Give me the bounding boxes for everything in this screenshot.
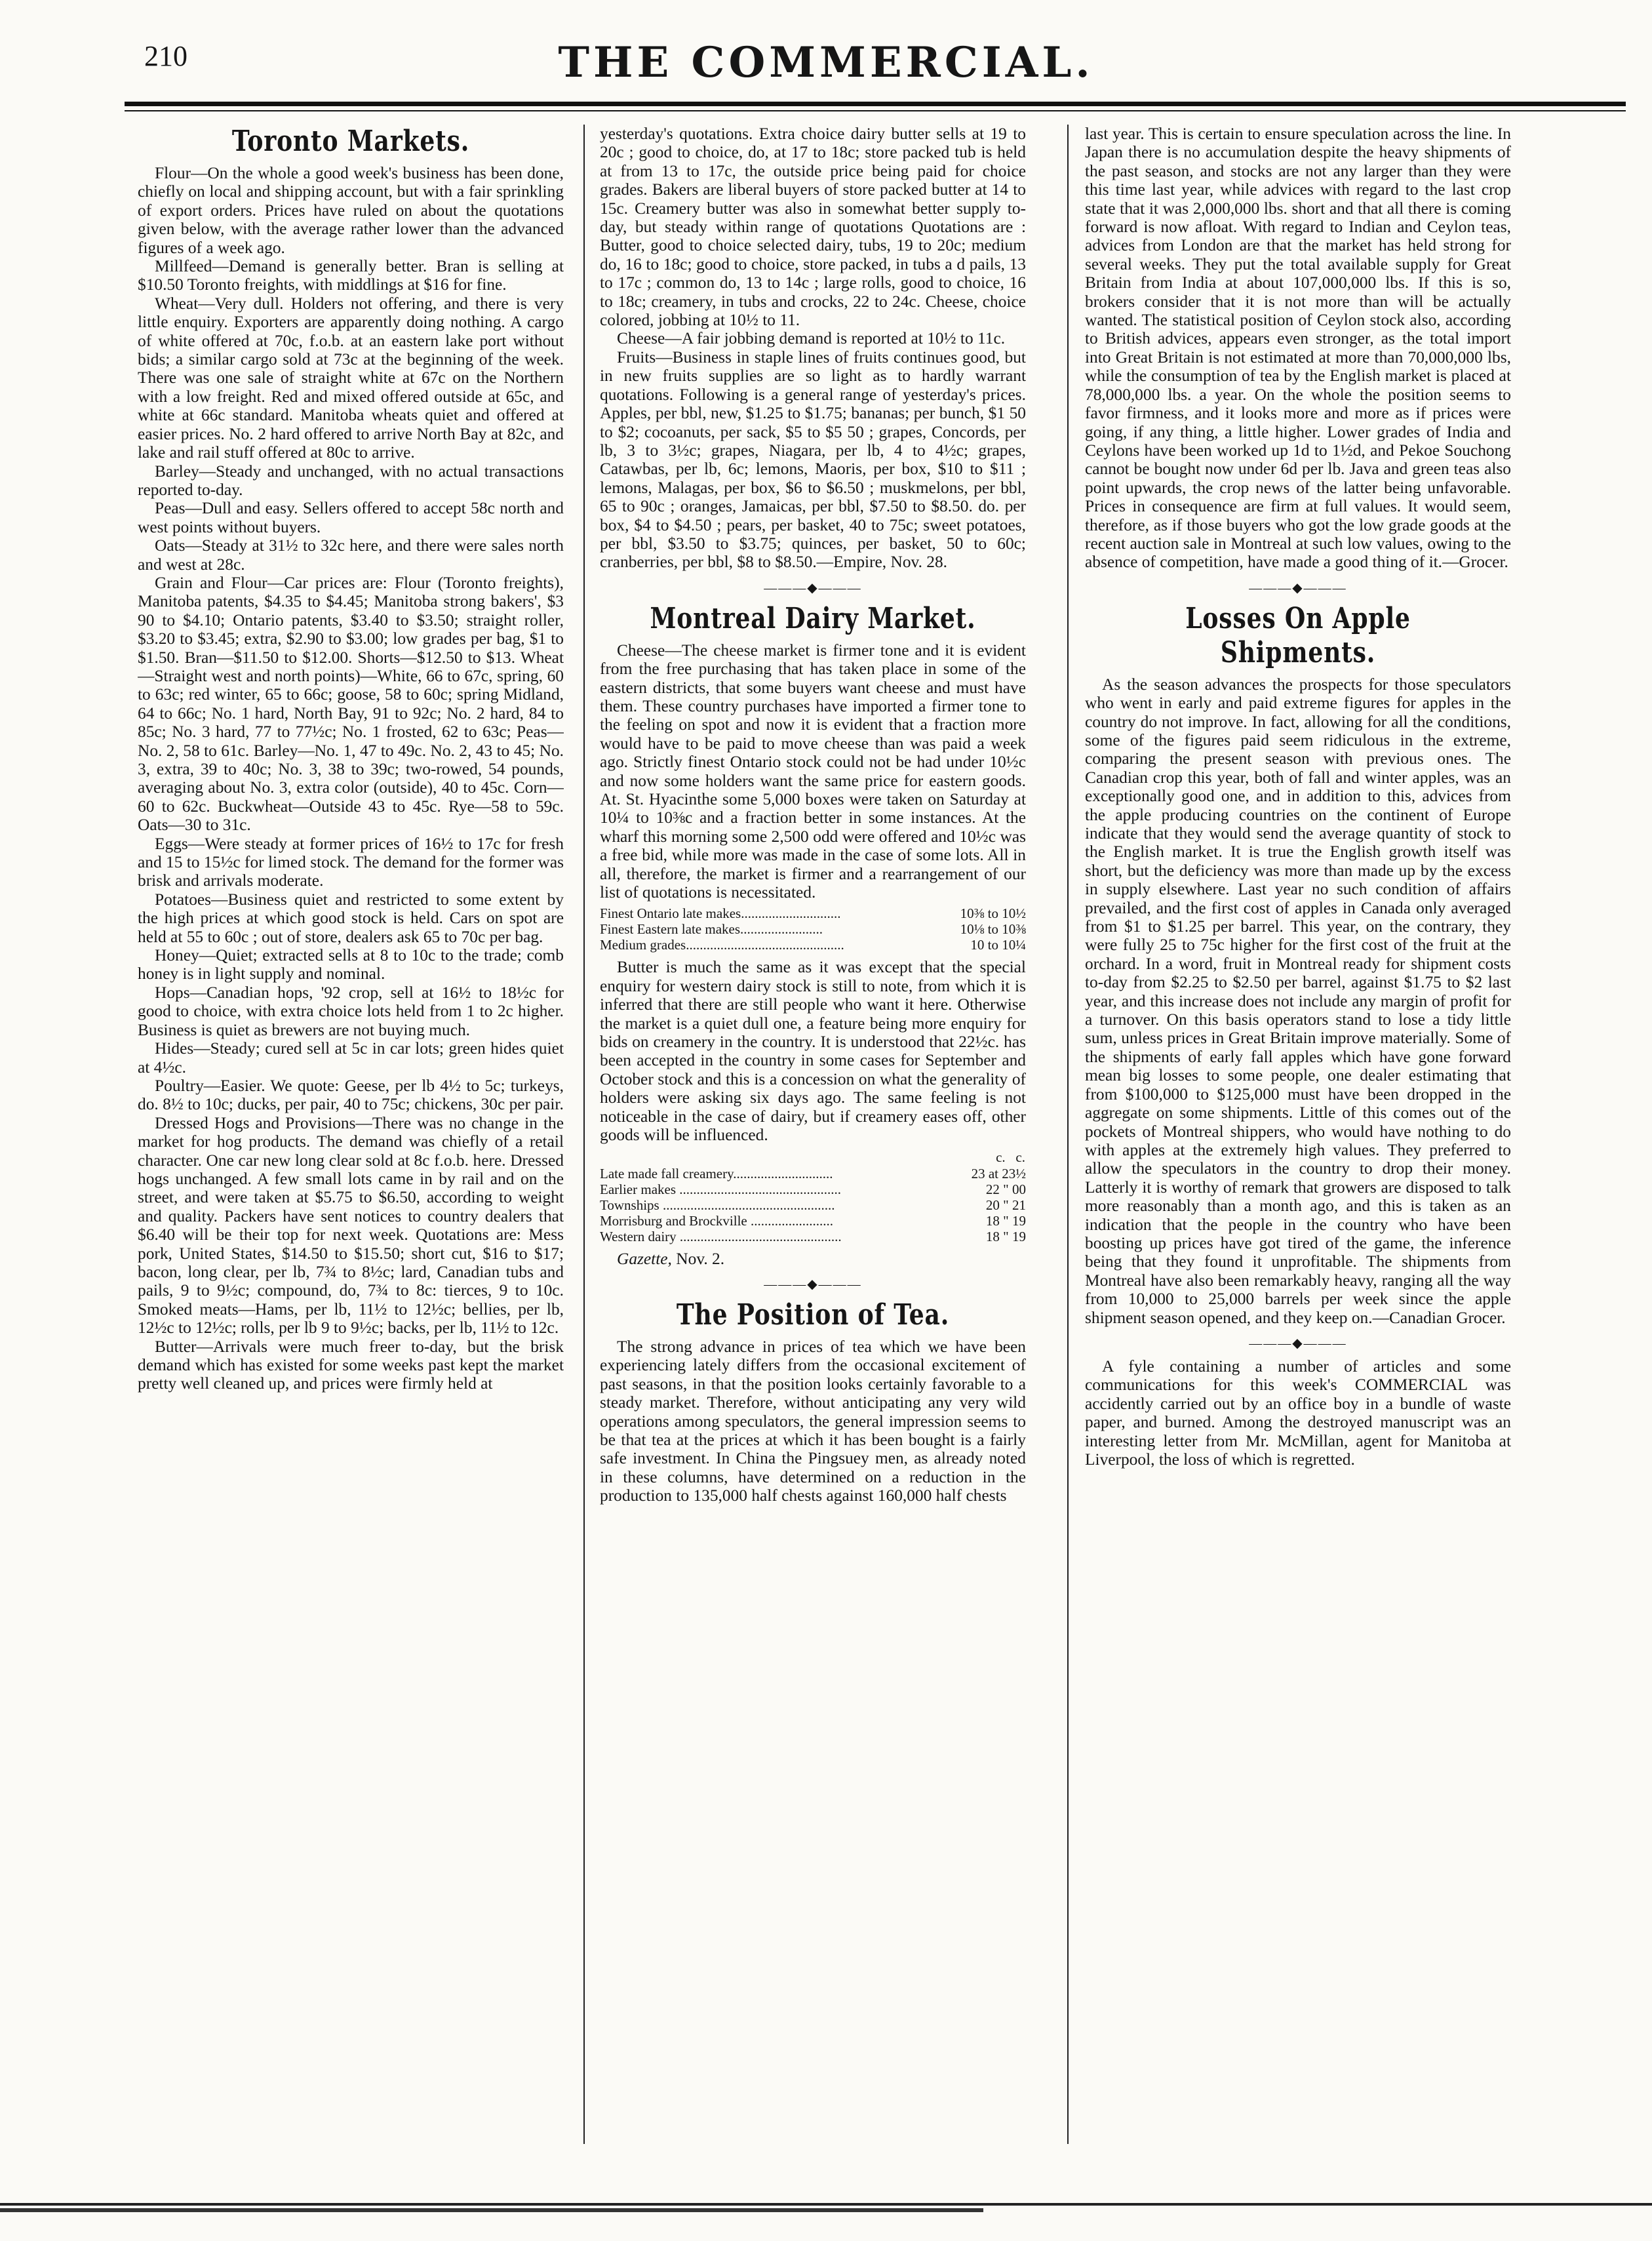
column-divider [583,125,585,2144]
paragraph: Butter—Arrivals were much freer to-day, but the brisk demand which has existed for some weeks past kept the market pretty well cleaned up, and prices were firmly held at [138,1337,564,1393]
price-value: 18 " 19 [985,1212,1026,1229]
paragraph: Wheat—Very dull. Holders not offering, and there is very little enquiry. Exporters are apparently doing nothing. A cargo of white offered at 70c, f.o.b. at an eastern lake port without bids; a similar cargo sold at 73c at the beginning of the week. There was one sale of straight white at 67c on the Northern with a low freight. Red and mixed offered outside at 65c, and white at 66c standard. Manitoba wheats quiet and offered at easier prices. No. 2 hard offered to arrive North Bay at 82c, and lake and rail stuff offered at 80c to arrive. [138,294,564,462]
price-value: 10⅜ to 10½ [960,905,1026,922]
paragraph: Cheese—The cheese market is firmer tone and it is evident from the free purchasing that has taken place in some of the eastern districts, that some buyers want cheese and must have them. These country purchases have imported a firmer tone to the feeling on spot and now it is evident that a fraction more would have to be paid to move cheese than was paid a week ago. Strictly finest Ontario stock could not be had under 10½c and now some holders want the same price for eastern goods. At. St. Hyacinthe some 5,000 boxes were taken on Saturday at 10¼ to 10⅜c and a fraction better in some instances. At the wharf this morning some 2,500 odd were offered and 10½c was a free bid, while more was made in the case of some lots. All in all, therefore, the market is firmer and a rearrangement of our list of quotations is necessitated. [600,641,1026,902]
header-rule-thick [125,102,1626,106]
price-label: Late made fall creamery............................. [600,1165,833,1181]
source-signature: Gazette, Nov. 2. [617,1249,725,1268]
footer-rule-shadow [0,2208,983,2212]
column-2 [600,125,1026,2144]
price-label: Western dairy ............................................... [600,1228,842,1244]
paragraph: Peas—Dull and easy. Sellers offered to accept 58c north and west points without buyers. [138,499,564,536]
table-row [600,1229,1026,1244]
section-separator: ———◆——— [764,1277,862,1292]
section-separator: ———◆——— [1249,580,1347,595]
price-label: Townships .................................................. [600,1197,835,1213]
paragraph: last year. This is certain to ensure speculation across the line. In Japan there is no accumulation despite the heavy shipments of the past season, and stocks are not any larger than they were this time last year, while advices with regard to the last crop state that it was 2,000,000 lbs. short and that all there is coming forward is now afloat. With regard to Indian and Ceylon teas, advices from London are that the market has held strong for several weeks. They put the total available supply for Great Britain from India at about 107,000,000 lbs. If this is so, brokers consider that it is not more than will be actually wanted. The statistical position of Ceylon stock also, according to British advices, appears even stronger, as the total import into Great Britain is not estimated at more than 70,000,000 lbs, while the consumption of tea by the English market is placed at 78,000,000 lbs. a year. On the whole the position seems to favor firmness, and it looks more and more as if prices were going, if any thing, a little higher. Lower grades of India and Ceylons have been worked up 1d to 1½d, and Pekoe Souchong cannot be bought now under 6d per lb. Java and green teas also point upwards, the crop news of the latter being unfavorable. Prices in consequence are firm at full values. It would seem, therefore, as if those buyers who got the low grade goods at the recent auction sale in Montreal at such low values, owing to the absence of competition, have made a good thing of it.—Grocer. [1085,125,1511,572]
table-header-row [600,1149,1026,1166]
paragraph: Oats—Steady at 31½ to 32c here, and there were sales north and west at 28c. [138,536,564,574]
price-label: Medium grades.............................................. [600,937,844,953]
paragraph: Fruits—Business in staple lines of fruits continues good, but in new fruits supplies are so light as to hardly warrant quotations. Following is a general range of yesterday's prices. Apples, per bbl, new, $1.25 to $1.75; bananas; per bunch, $1 50 to $2; cocoanuts, per sack, $5 to $5 50 ; grapes, Concords, per lb, 3 to 3½c; grapes, Niagara, per lb, 4 to 4½c; grapes, Catawbas, per lb, 6c; lemons, Maoris, per box, $10 to $11 ; lemons, Malagas, per box, $6 to $6.50 ; muskmelons, per bbl, 65 to 90c ; oranges, Jamaicas, per bbl, $7.50 to $8.50. do. per box, $4 to $4.50 ; pears, per basket, 40 to 75c; sweet potatoes, per bbl, $3.50 to $3.75; quinces, per basket, 50 to 60c; cranberries, per bbl, $8 to $8.50.—Empire, Nov. 28. [600,347,1026,572]
price-value: 18 " 19 [985,1228,1026,1244]
column-3 [1085,125,1511,2144]
column-1 [138,125,564,2144]
column-divider [1067,125,1069,2144]
apple-shipments-heading: Losses On Apple Shipments. [1185,601,1411,669]
butter-price-table [600,1149,1026,1244]
paragraph: Millfeed—Demand is generally better. Bran is selling at $10.50 Toronto freights, with middlings at $16 for fine. [138,257,564,294]
paragraph: Eggs—Were steady at former prices of 16½ to 17c for fresh and 15 to 15½c for limed stock. The demand for the former was brisk and arrivals moderate. [138,834,564,890]
price-value: 20 " 21 [985,1197,1026,1213]
paragraph: As the season advances the prospects for those speculators who went in early and paid extreme figures for apples in the country do not improve. In fact, allowing for all the conditions, some of the figures paid seem ridiculous in the extreme, comparing the present season with previous ones. The Canadian crop this year, both of fall and winter apples, was an exceptionally good one, and in addition to this, advices from the apple producing countries on the continent of Europe indicate that they would send the average quantity of stock to the English market. It is true the English growth itself was short, but the deficiency was more than made up by the excess in supply elsewhere. Last year no such condition of affairs prevailed, and the first cost of apples in Canada only averaged from $1 to $1.25 per barrel. This year, on the contrary, they were fully 25 to 75c higher for the first cost of the fruit at the orchard. In a word, fruit in Montreal ready for shipment costs to-day from $2.25 to $2.50 per barrel, against $1.75 to $2 last year, and this increase does not include any margin of profit for a turnover. On this basis operators stand to lose a tidy little sum, unless prices in Great Britain improve materially. Some of the shipments of early fall apples which have gone forward mean big losses to some people, one dealer estimating that from $100,000 to $125,000 must have been dropped in the aggregate on some shipments. Little of this comes out of the pockets of Montreal shippers, who would have nothing to do with apples at the extremely high values. They preferred to allow the speculators in the country to drop their money. Latterly it is worthy of remark that growers are disposed to talk more reasonably than a month ago, and this is taken as an indication that the people in the country who have been boosting up prices have got tired of the game, the inference being that they found it unprofitable. The shipments from Montreal have also been remarkably heavy, ranging all the way from 10,000 to 25,000 barrels per week since the apple shipment season opened, and they keep on.—Canadian Grocer. [1085,675,1511,1327]
footer-rule [0,2203,1652,2206]
toronto-markets-heading: Toronto Markets. [231,125,470,158]
price-value: 10⅛ to 10⅜ [960,921,1026,938]
price-value: 22 " 00 [985,1181,1026,1197]
cheese-price-table [600,905,1026,953]
table-row [600,1213,1026,1229]
price-label: Finest Ontario late makes............................. [600,905,841,922]
section-separator: ———◆——— [1249,1336,1347,1351]
paragraph: Dressed Hogs and Provisions—There was no change in the market for hog products. The demand was chiefly of a retail character. One car new long clear sold at 8c f.o.b. here. Dressed hogs unchanged. A few small lots came in by rail and on the street, and were taken at $5.75 to $6.50, according to weight and quality. Packers have sent notices to country dealers that $6.40 will be their top for next week. Quotations are: Mess pork, United States, $14.50 to $15.50; short cut, $16 to $17; bacon, long clear, per lb, 7¾ to 8½c; lard, Canadian tubs and pails, 9 to 9½c; compound, do, 7¾ to 8c: tierces, 9 to 10c. Smoked meats—Hams, per lb, 11½ to 12½c; bellies, per lb, 12½c to 12½c; rolls, per lb 9 to 9½c; backs, per lb, 11½ to 12c. [138,1113,564,1338]
paragraph: Hops—Canadian hops, '92 crop, sell at 16½ to 18½c for good to choice, with extra choice lots held from 1 to 2c higher. Business is quiet as brewers are not buying much. [138,983,564,1039]
price-label: Finest Eastern late makes........................ [600,921,823,938]
notice-paragraph: A fyle containing a number of articles and some communications for this week's COMMERCIAL was accidently carried out by an office boy in a bundle of waste paper, and burned. Among the destroyed manuscript was an interesting letter from Mr. McMillan, agent for Manitoba at Liverpool, the loss of which is regretted. [1085,1357,1511,1469]
table-row [600,1181,1026,1197]
table-row [600,921,1026,937]
price-label: Morrisburg and Brockville ........................ [600,1212,833,1229]
unit-header: c. c. [996,1149,1025,1165]
table-row [600,937,1026,953]
table-row [600,905,1026,921]
section-separator: ———◆——— [764,580,862,595]
page-number: 210 [144,40,187,72]
paragraph: Hides—Steady; cured sell at 5c in car lots; green hides quiet at 4½c. [138,1039,564,1077]
header-rule-thin [125,110,1626,111]
paragraph: Poultry—Easier. We quote: Geese, per lb 4½ to 5c; turkeys, do. 8½ to 10c; ducks, per pair, 40 to 75c; chickens, 30c per pair. [138,1076,564,1114]
position-of-tea-heading: The Position of Tea. [676,1298,950,1332]
paragraph: Barley—Steady and unchanged, with no actual transactions reported to-day. [138,462,564,499]
price-label: Earlier makes ............................................... [600,1181,842,1197]
paragraph: Butter is much the same as it was except that the special enquiry for western dairy stock is still to note, from which it is inferred that there are still people who want it here. Otherwise the market is a quiet dull one, a feature being more enquiry for bids on creamery in the country. It is understood that 22½c. has been accepted in the country in some cases for September and October stock and this is a concession on what the generality of holders were asking six days ago. The same feeling is not noticeable in the case of dairy, but if creamery eases off, other goods will be influenced. [600,958,1026,1145]
montreal-dairy-heading: Montreal Dairy Market. [650,601,976,635]
paragraph: yesterday's quotations. Extra choice dairy butter sells at 19 to 20c ; good to choice, do, at 17 to 18c; store packed tub is held at from 13 to 17c, the outside price being paid for choice grades. Bakers are liberal buyers of store packed butter at 14 to 15c. Creamery butter was also in somewhat better supply to-day, but steady within range of quotations Quotations are : Butter, good to choice selected dairy, tubs, 19 to 20c; medium do, 16 to 18c; good to choice, store packed, in tubs a d pails, 13 to 17c ; common do, 13 to 14c ; large rolls, good to choice, 16 to 18c; creamery, in tubs and crocks, 22 to 24c. Cheese, choice colored, jobbing at 10½ to 11. [600,125,1026,330]
paragraph: Cheese—A fair jobbing demand is reported at 10½ to 11c. [617,329,1006,348]
table-row [600,1197,1026,1213]
paragraph: Honey—Quiet; extracted sells at 8 to 10c to the trade; comb honey is in light supply and nominal. [138,946,564,983]
table-row [600,1166,1026,1181]
paragraph: Flour—On the whole a good week's business has been done, chiefly on local and shipping account, but with a fair sprinkling of export orders. Prices have ruled on about the quotations given below, with the average rather lower than the advanced figures of a week ago. [138,164,564,257]
paragraph: Grain and Flour—Car prices are: Flour (Toronto freights), Manitoba patents, $4.35 to $4.45; Manitoba strong bakers', $3 90 to $4.10; Ontario patents, $3.40 to $3.50; straight roller, $3.20 to $3.45; extra, $2.90 to $3.00; low grades per bag, $1 to $1.50. Bran—$11.50 to $12.00. Shorts—$12.50 to $13. Wheat—Straight west and north points)—White, 66 to 67c, spring, 60 to 63c; red winter, 65 to 66c; goose, 58 to 60c; spring Midland, 64 to 66c; No. 1 hard, North Bay, 91 to 92c; No. 2 hard, 84 to 85c; No. 3 hard, 77 to 77½c; No. 1 frosted, 62 to 63c; Peas—No. 2, 58 to 61c. Barley—No. 1, 47 to 49c. No. 2, 43 to 45; No. 3, extra, 39 to 40c; No. 3, 38 to 39c; two-rowed, 54 pounds, averaging about No. 3, extra color (outside), 40 to 45c. Corn—60 to 62c. Buckwheat—Outside 43 to 45c. Rye—58 to 59c. Oats—30 to 31c. [138,573,564,835]
paragraph: Potatoes—Business quiet and restricted to some extent by the high prices at which good stock is held. Cars on spot are held at 55 to 60c ; out of store, dealers ask 65 to 70c per bag. [138,890,564,946]
masthead: THE COMMERCIAL. [558,38,1094,87]
price-value: 23 at 23½ [971,1165,1026,1181]
paragraph: The strong advance in prices of tea which we have been experiencing lately differs from the occasional excitement of past seasons, in that the position looks certainly favorable to a steady market. Therefore, without anticipating any very wild operations among speculators, the general impression seems to be that tea at the prices at which it has been bought is a fairly safe investment. In China the Pingsuey men, as already noted in these columns, have determined on a reduction in the production to 135,000 half chests against 160,000 half chests [600,1337,1026,1505]
price-value: 10 to 10¼ [970,937,1026,953]
